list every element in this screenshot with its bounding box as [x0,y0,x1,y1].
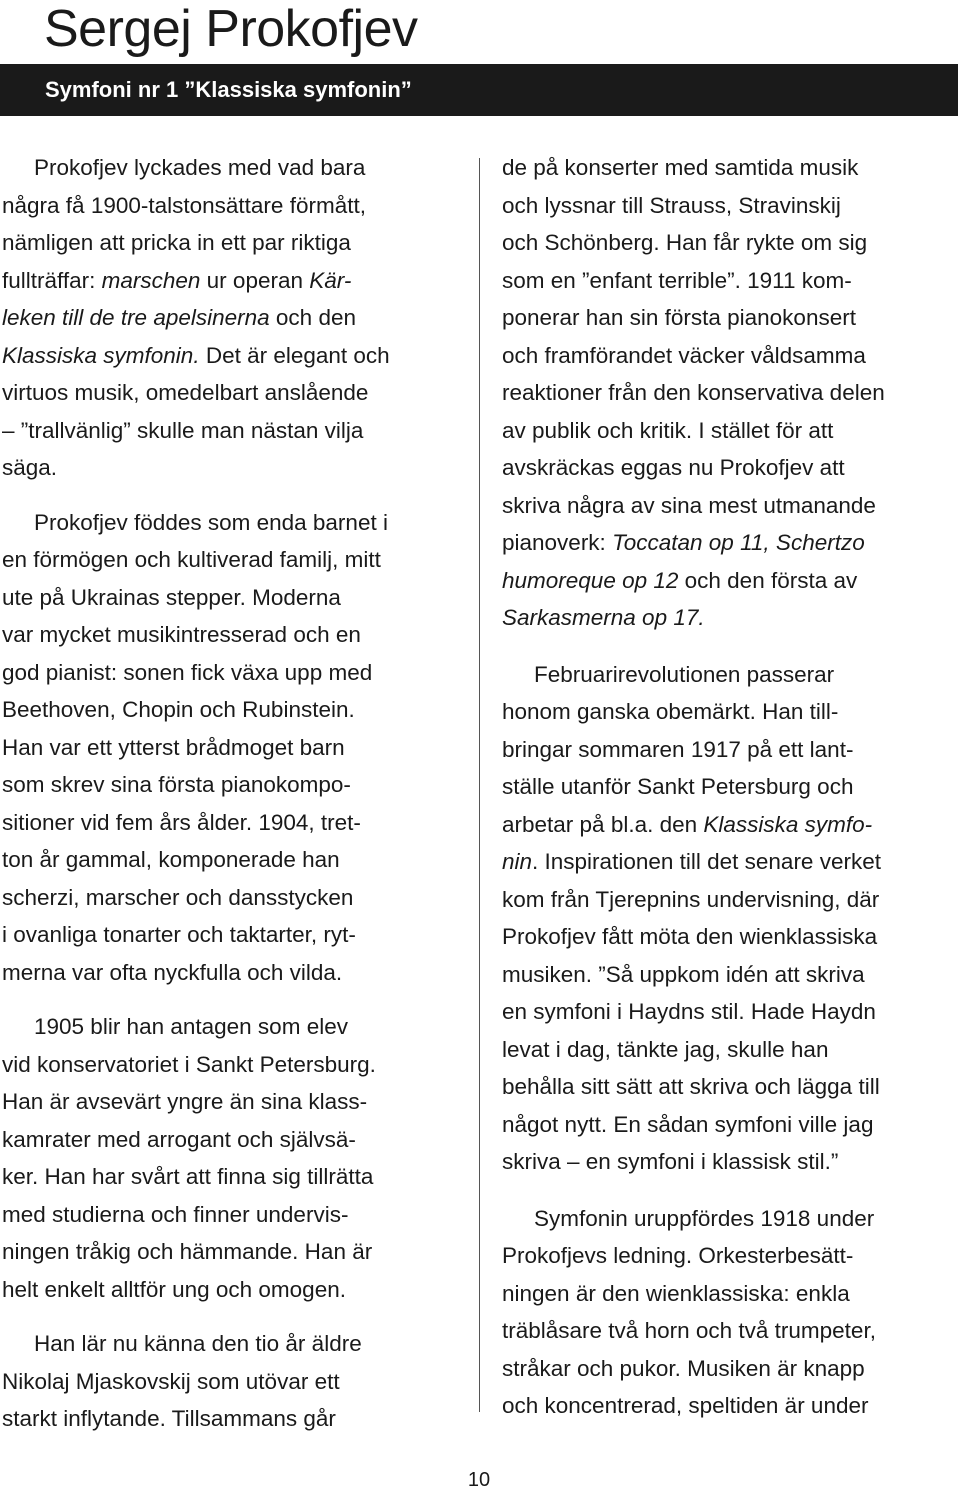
italic-title: humoreque op 12 [502,567,679,593]
left-paragraph-4 [2,1325,458,1438]
text-line [502,806,958,844]
text-line: i ovanliga tonarter och taktarter, ryt- [2,922,356,947]
text-line [2,299,458,337]
text-line: Symfonin uruppfördes 1918 under [534,1205,875,1231]
text-line: träblåsare två horn och två trumpeter, [502,1318,876,1343]
text-line: Prokofjev lyckades med vad bara [34,155,366,180]
text-line: var mycket musikintresserad och en [2,622,361,647]
section-header-bar [0,64,958,116]
text-line: reaktioner från den konservativa delen [502,380,885,405]
column-divider [479,158,480,1412]
text-line: helt enkelt alltför ung och omogen. [2,1276,346,1302]
right-paragraph-2 [502,656,958,1181]
left-paragraph-3 [2,1008,458,1308]
text-line [502,843,958,881]
text-line: Han lär nu känna den tio år äldre [34,1331,362,1356]
italic-title: leken till de tre apelsinerna [2,305,270,330]
text-segment: Det är elegant och [199,342,390,368]
text-line: och framförandet väcker våldsamma [502,342,866,368]
text-line: honom ganska obemärkt. Han till- [502,699,839,724]
text-line: och lyssnar till Strauss, Stravinskij [502,192,841,218]
text-line: kamrater med arrogant och självsä- [2,1126,356,1152]
text-line: kom från Tjerepnins undervisning, där [502,886,880,912]
text-line: en symfoni i Haydns stil. Hade Haydn [502,999,876,1024]
text-segment: fullträffar: [2,267,102,293]
italic-title: Toccatan op 11, Schertzo [612,530,865,555]
text-segment: arbetar på bl.a. den [502,811,704,837]
text-line: ställe utanför Sankt Petersburg och [502,774,854,799]
text-line: scherzi, marscher och dansstycken [2,884,354,910]
text-line: Prokofjev fått möta den wienklassiska [502,924,878,949]
text-line [2,262,458,300]
text-line: merna var ofta nyckfulla och vilda. [2,959,343,985]
text-line: något nytt. En sådan symfoni ville jag [502,1111,874,1137]
text-line: behålla sitt sätt att skriva och lägga till [502,1074,880,1099]
text-line: Prokofjev föddes som enda barnet i [34,509,388,535]
text-segment: och den [269,305,356,330]
text-line: och koncentrerad, speltiden är under [502,1393,869,1418]
text-segment: ur operan [200,267,310,293]
text-line: Han var ett ytterst brådmoget barn [2,734,345,760]
text-line: Prokofjevs ledning. Orkesterbesätt- [502,1243,854,1268]
text-line [502,599,958,637]
text-line: ute på Ukrainas stepper. Moderna [2,584,341,610]
text-segment: . Inspirationen till det senare verket [532,849,881,874]
text-line: vid konservatoriet i Sankt Petersburg. [2,1051,376,1077]
italic-title: Sarkasmerna op 17. [502,605,705,630]
text-line [2,337,458,375]
text-line: av publik och kritik. I stället för att [502,417,834,443]
text-line: stråkar och pukor. Musiken är knapp [502,1355,865,1381]
text-segment: pianoverk: [502,530,613,555]
text-line: Han är avsevärt yngre än sina klass- [2,1089,368,1114]
text-line: bringar sommaren 1917 på ett lant- [502,736,854,762]
text-line: Februarirevolutionen passerar [534,661,835,687]
text-line: starkt inflytande. Tillsammans går [2,1406,336,1431]
text-line: ningen tråkig och hämmande. Han är [2,1239,373,1264]
italic-title: Kär- [309,267,352,293]
text-line: sitioner vid fem års ålder. 1904, tret- [2,809,361,835]
text-line: musiken. ”Så uppkom idén att skriva [502,961,865,987]
right-paragraph-3 [502,1200,958,1425]
text-line: – ”trallvänlig” skulle man nästan vilja [2,417,364,443]
text-line: som skrev sina första pianokompo- [2,772,351,797]
right-column [502,149,958,1425]
text-line: god pianist: sonen fick växa upp med [2,659,373,685]
text-line: säga. [2,455,58,480]
text-line: nämligen att pricka in ett par riktiga [2,230,351,255]
text-line: 1905 blir han antagen som elev [34,1014,348,1039]
text-line: Beethoven, Chopin och Rubinstein. [2,697,355,722]
page-title: Sergej Prokofjev [44,0,418,58]
right-paragraph-1 [502,149,958,637]
text-line: några få 1900-talstonsättare förmått, [2,192,366,218]
left-paragraph-2 [2,504,458,992]
italic-title: nin [502,849,533,874]
text-line [502,562,958,600]
page-number: 10 [467,1469,491,1491]
italic-title: marschen [101,267,201,293]
text-line: Nikolaj Mjaskovskij som utövar ett [2,1368,340,1394]
text-line: skriva några av sina mest utmanande [502,492,876,518]
italic-title: Klassiska symfonin. [2,342,200,368]
text-segment: och den första av [678,567,858,593]
text-line: levat i dag, tänkte jag, skulle han [502,1036,829,1062]
section-header-text: Symfoni nr 1 ”Klassiska symfonin” [45,77,412,102]
left-paragraph-1 [2,149,458,487]
text-line: skriva – en symfoni i klassisk stil.” [502,1149,839,1174]
text-line: ton år gammal, komponerade han [2,847,340,872]
text-line: avskräckas eggas nu Prokofjev att [502,455,845,480]
text-line: de på konserter med samtida musik [502,155,859,180]
text-line: en förmögen och kultiverad familj, mitt [2,547,381,572]
text-line [502,524,958,562]
text-line: virtuos musik, omedelbart anslående [2,380,369,405]
left-column [2,149,458,1438]
text-line: ker. Han har svårt att finna sig tillrätta [2,1164,374,1189]
text-line: med studierna och finner undervis- [2,1201,349,1227]
text-line: ningen är den wienklassiska: enkla [502,1280,850,1306]
text-line: ponerar han sin första pianokonsert [502,305,856,330]
text-line: och Schönberg. Han får rykte om sig [502,230,868,255]
italic-title: Klassiska symfo- [703,811,873,837]
text-line: som en ”enfant terrible”. 1911 kom- [502,267,852,293]
